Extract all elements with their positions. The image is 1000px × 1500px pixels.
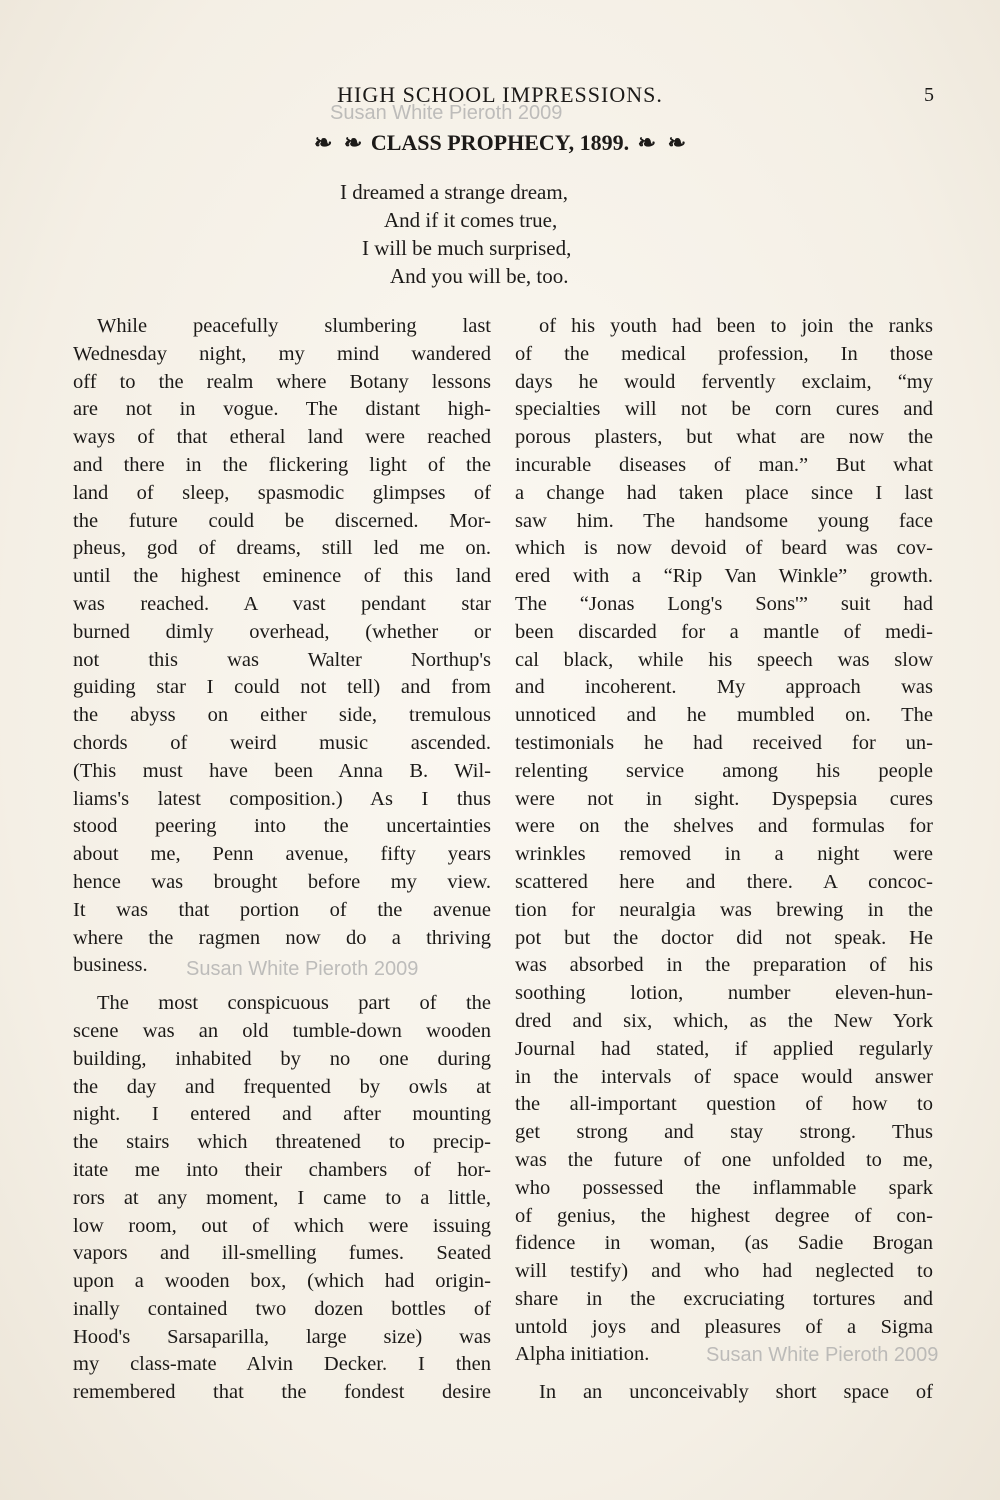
text-line: scene was an old tumble-down wooden bbox=[73, 1019, 491, 1042]
text-line: of the medical profession, In those bbox=[515, 342, 933, 365]
text-line: not this was Walter Northup's bbox=[73, 648, 491, 671]
text-line: Wednesday night, my mind wandered bbox=[73, 342, 491, 365]
paragraph bbox=[73, 990, 491, 1407]
text-line: guiding star I could not tell) and from bbox=[73, 676, 491, 699]
running-head: HIGH SCHOOL IMPRESSIONS. bbox=[337, 82, 663, 107]
text-line: dred and six, which, as the New York bbox=[515, 1009, 933, 1032]
text-line: porous plasters, but what are now the bbox=[515, 426, 933, 449]
text-line: remembered that the fondest desire bbox=[73, 1381, 491, 1404]
text-line: about me, Penn avenue, fifty years bbox=[73, 843, 491, 866]
ornament-icon: ❧ bbox=[343, 130, 363, 155]
watermark: Susan White Pieroth 2009 bbox=[330, 102, 563, 124]
text-line: pot but the doctor did not speak. He bbox=[515, 926, 933, 949]
text-line: off to the realm where Botany lessons bbox=[73, 370, 491, 393]
text-line: the future could be discerned. Mor- bbox=[73, 509, 491, 532]
paragraph bbox=[73, 313, 491, 980]
text-line: were on the shelves and formulas for bbox=[515, 815, 933, 838]
text-line: get strong and stay strong. Thus bbox=[515, 1121, 933, 1144]
article-title-row bbox=[0, 130, 1000, 156]
text-line: been discarded for a mantle of medi- bbox=[515, 620, 933, 643]
text-line: the day and frequented by owls at bbox=[73, 1075, 491, 1098]
text-line: upon a wooden box, (which had origin- bbox=[73, 1270, 491, 1293]
text-line: and incoherent. My approach was bbox=[515, 676, 933, 699]
text-line: burned dimly overhead, (whether or bbox=[73, 620, 491, 643]
text-line: the all-important question of how to bbox=[515, 1093, 933, 1116]
text-line: liams's latest composition.) As I thus bbox=[73, 787, 491, 810]
article-title: CLASS PROPHECY, 1899. bbox=[370, 130, 630, 155]
text-line: days he would fervently exclaim, “my bbox=[515, 370, 933, 393]
paragraph bbox=[515, 313, 933, 1369]
poem-line: And if it comes true, bbox=[384, 208, 558, 232]
text-line: scattered here and there. A concoc- bbox=[515, 870, 933, 893]
poem-line: And you will be, too. bbox=[390, 264, 569, 288]
text-line: (This must have been Anna B. Wil- bbox=[73, 759, 491, 782]
text-line: fidence in woman, (as Sadie Brogan bbox=[515, 1232, 933, 1255]
paragraph bbox=[515, 1379, 933, 1407]
text-line: specialties will not be corn cures and bbox=[515, 398, 933, 421]
text-line: The “Jonas Long's Sons'” suit had bbox=[515, 592, 933, 615]
text-line: building, inhabited by no one during bbox=[73, 1047, 491, 1070]
text-line: itate me into their chambers of hor- bbox=[73, 1158, 491, 1181]
text-line: testimonials he had received for un- bbox=[515, 731, 933, 754]
text-line: saw him. The handsome young face bbox=[515, 509, 933, 532]
text-line: chords of weird music ascended. bbox=[73, 731, 491, 754]
text-line: cal black, while his speech was slow bbox=[515, 648, 933, 671]
text-line: ways of that etheral land were reached bbox=[73, 426, 491, 449]
text-line: of genius, the highest degree of con- bbox=[515, 1204, 933, 1227]
text-line: stood peering into the uncertainties bbox=[73, 815, 491, 838]
text-line: unnoticed and he mumbled on. The bbox=[515, 704, 933, 727]
text-line: were not in sight. Dyspepsia cures bbox=[515, 787, 933, 810]
text-line: Alpha initiation. bbox=[515, 1343, 650, 1366]
text-line: tion for neuralgia was brewing in the bbox=[515, 898, 933, 921]
text-line: The most conspicuous part of the bbox=[97, 992, 491, 1015]
ornament-icon: ❧ bbox=[637, 130, 657, 155]
text-line: of his youth had been to join the ranks bbox=[539, 315, 933, 337]
text-line: In an unconceivably short space of bbox=[539, 1381, 933, 1404]
poem-line: I will be much surprised, bbox=[362, 236, 572, 260]
ornament-icon: ❧ bbox=[313, 130, 333, 155]
poem-line: I dreamed a strange dream, bbox=[340, 180, 568, 204]
text-line: land of sleep, spasmodic glimpses of bbox=[73, 481, 491, 504]
text-line: Journal had stated, if applied regularly bbox=[515, 1037, 933, 1060]
text-line: pheus, god of dreams, still led me on. bbox=[73, 537, 491, 560]
text-line: business. bbox=[73, 954, 148, 977]
text-line: are not in vogue. The distant high- bbox=[73, 398, 491, 421]
text-line: was reached. A vast pendant star bbox=[73, 592, 491, 615]
text-line: and there in the flickering light of the bbox=[73, 453, 491, 476]
right-column bbox=[515, 313, 933, 1407]
text-line: who possessed the inflammable spark bbox=[515, 1176, 933, 1199]
text-line: was the future of one unfolded to me, bbox=[515, 1148, 933, 1171]
text-line: vapors and ill-smelling fumes. Seated bbox=[73, 1242, 491, 1265]
text-line: untold joys and pleasures of a Sigma bbox=[515, 1315, 933, 1338]
text-line: which is now devoid of beard was cov- bbox=[515, 537, 933, 560]
text-line: hence was brought before my view. bbox=[73, 870, 491, 893]
text-line: rors at any moment, I came to a little, bbox=[73, 1186, 491, 1209]
watermark: Susan White Pieroth 2009 bbox=[186, 958, 419, 980]
text-line: incurable diseases of man.” But what bbox=[515, 453, 933, 476]
text-line: was absorbed in the preparation of his bbox=[515, 954, 933, 977]
text-line: the stairs which threatened to precip- bbox=[73, 1131, 491, 1154]
text-line: It was that portion of the avenue bbox=[73, 898, 491, 921]
text-line: wrinkles removed in a night were bbox=[515, 843, 933, 866]
left-column bbox=[73, 313, 491, 1407]
text-line: Hood's Sarsaparilla, large size) was bbox=[73, 1325, 491, 1348]
text-line: the abyss on either side, tremulous bbox=[73, 704, 491, 727]
text-line: soothing lotion, number eleven-hun- bbox=[515, 982, 933, 1005]
epigraph-poem bbox=[340, 178, 670, 290]
watermark: Susan White Pieroth 2009 bbox=[706, 1344, 939, 1366]
text-line: until the highest eminence of this land bbox=[73, 565, 491, 588]
ornament-icon: ❧ bbox=[667, 130, 687, 155]
text-line: a change had taken place since I last bbox=[515, 481, 933, 504]
page-number: 5 bbox=[924, 84, 934, 106]
text-line: night. I entered and after mounting bbox=[73, 1103, 491, 1126]
text-line: relenting service among his people bbox=[515, 759, 933, 782]
text-line: ered with a “Rip Van Winkle” growth. bbox=[515, 565, 933, 588]
text-line: While peacefully slumbering last bbox=[97, 315, 491, 337]
text-line: inally contained two dozen bottles of bbox=[73, 1297, 491, 1320]
text-line: where the ragmen now do a thriving bbox=[73, 926, 491, 949]
text-line: share in the excruciating tortures and bbox=[515, 1287, 933, 1310]
text-line: in the intervals of space would answer bbox=[515, 1065, 933, 1088]
text-line: my class-mate Alvin Decker. I then bbox=[73, 1353, 491, 1376]
text-line: will testify) and who had neglected to bbox=[515, 1260, 933, 1283]
text-line: low room, out of which were issuing bbox=[73, 1214, 491, 1237]
